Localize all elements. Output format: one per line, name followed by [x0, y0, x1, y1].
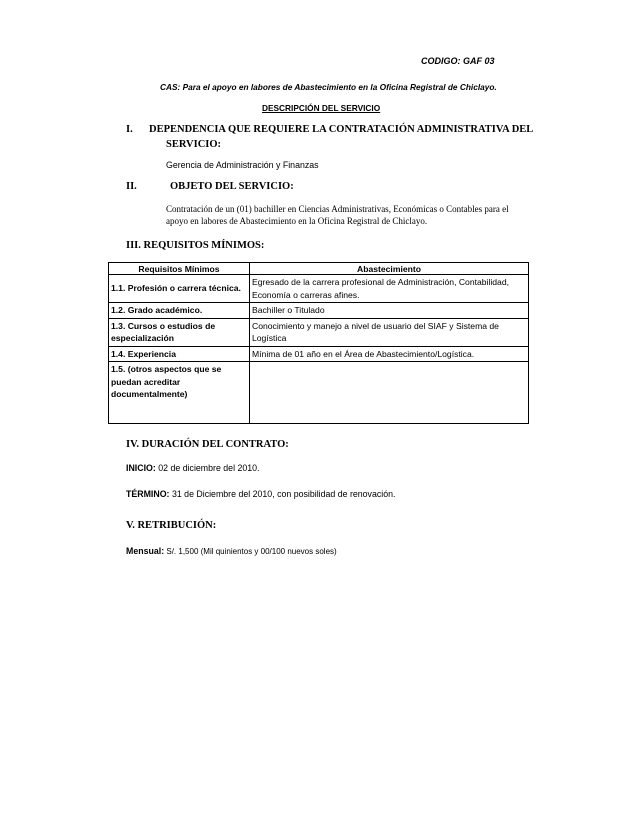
table-row	[109, 346, 529, 362]
requirement-value: Conocimiento y manejo a nivel de usuario del SIAF y Sistema de Logística	[250, 318, 529, 346]
column-header-abastecimiento: Abastecimiento	[250, 263, 529, 275]
end-date	[126, 489, 395, 499]
document-code: CODIGO: GAF 03	[421, 56, 495, 66]
requirements-table	[108, 262, 529, 424]
section-1-title-line2: SERVICIO:	[166, 139, 222, 150]
monthly-pay	[126, 546, 337, 556]
section-4-title: IV. DURACIÓN DEL CONTRATO:	[126, 439, 289, 450]
requirement-label: 1.5. (otros aspectos que se puedan acreditar documentalmente)	[109, 362, 250, 424]
end-date-label: TÉRMINO:	[126, 489, 170, 499]
start-date	[126, 463, 260, 473]
requirement-label: 1.2. Grado académico.	[109, 303, 250, 319]
section-2-body-line1: Contratación de un (01) bachiller en Ciencias Administrativas, Económicas o Contables para el	[166, 204, 509, 214]
cas-subtitle: CAS: Para el apoyo en labores de Abastecimiento en la Oficina Registral de Chiclayo.	[160, 82, 497, 92]
requirement-value	[250, 362, 529, 424]
requirement-label: 1.4. Experiencia	[109, 346, 250, 362]
requirement-value: Egresado de la carrera profesional de Administración, Contabilidad, Economía o carreras afines.	[250, 275, 529, 303]
section-3-title: III. REQUISITOS MÍNIMOS:	[126, 240, 265, 251]
table-header-row	[109, 263, 529, 275]
requirement-label: 1.1. Profesión o carrera técnica.	[109, 275, 250, 303]
monthly-pay-value: S/. 1,500 (Mil quinientos y 00/100 nuevos soles)	[164, 547, 337, 556]
requirement-label: 1.3. Cursos o estudios de especialización	[109, 318, 250, 346]
description-heading: DESCRIPCIÓN DEL SERVICIO	[262, 103, 381, 113]
section-2-body-line2: apoyo en labores de Abastecimiento en la Oficina Registral de Chiclayo.	[166, 216, 428, 226]
section-5-title: V. RETRIBUCIÓN:	[126, 520, 217, 531]
start-date-label: INICIO:	[126, 463, 156, 473]
start-date-value: 02 de diciembre del 2010.	[155, 463, 260, 473]
monthly-pay-label: Mensual:	[126, 546, 165, 556]
requirement-value: Mínima de 01 año en el Área de Abastecimiento/Logística.	[250, 346, 529, 362]
table-row	[109, 362, 529, 424]
end-date-value: 31 de Diciembre del 2010, con posibilidad de renovación.	[169, 489, 396, 499]
section-2-number: II.	[126, 181, 137, 192]
section-2-title: OBJETO DEL SERVICIO:	[170, 181, 294, 192]
column-header-requirements: Requisitos Mínimos	[109, 263, 250, 275]
table-row	[109, 318, 529, 346]
table-row	[109, 303, 529, 319]
requirement-value: Bachiller o Titulado	[250, 303, 529, 319]
table-row	[109, 275, 529, 303]
section-1-body: Gerencia de Administración y Finanzas	[166, 160, 319, 170]
section-1-title-line1: DEPENDENCIA QUE REQUIERE LA CONTRATACIÓN ADMINISTRATIVA DEL	[149, 124, 534, 135]
section-1-number: I.	[126, 124, 133, 135]
